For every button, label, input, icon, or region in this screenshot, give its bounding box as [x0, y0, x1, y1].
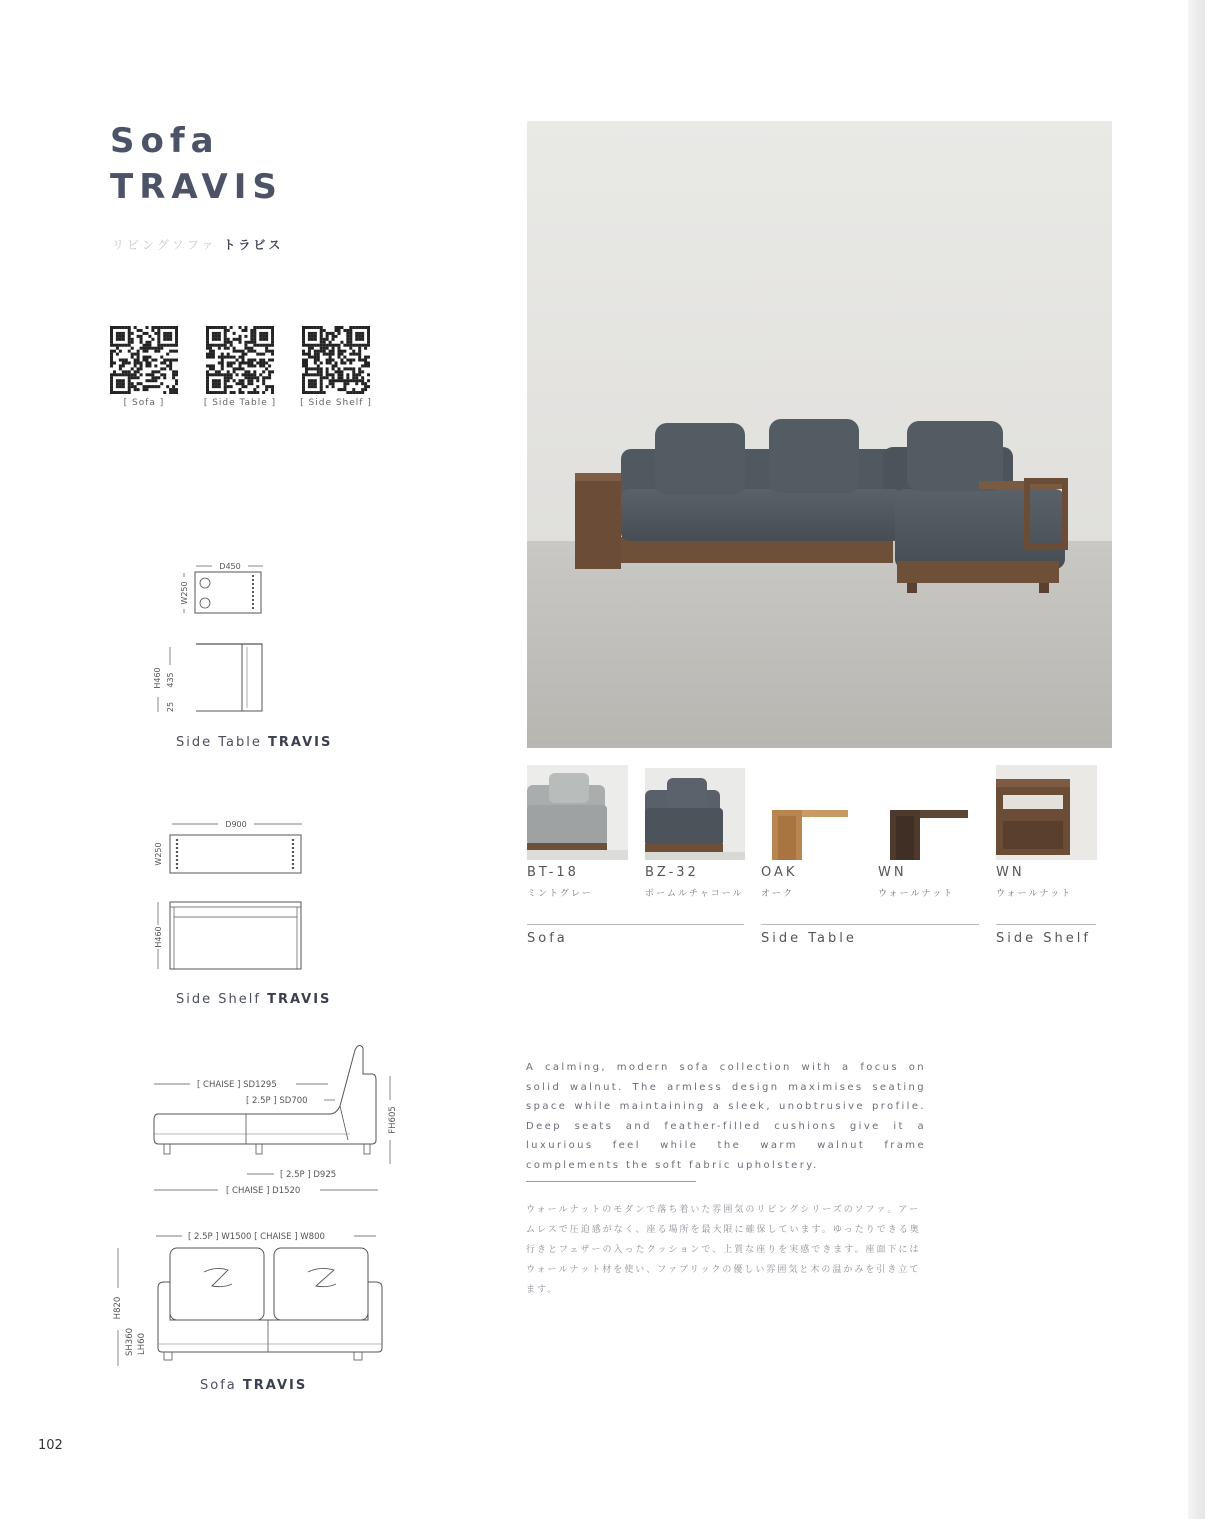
side-shelf-caption: Side Shelf TRAVIS	[176, 992, 332, 1007]
dim-chaise-sd: [ CHAISE ] SD1295	[197, 1080, 277, 1090]
page-title: Sofa TRAVIS	[110, 121, 283, 207]
dim-fh605: FH605	[388, 1106, 398, 1134]
qr-icon	[206, 326, 274, 394]
qr-code-sofa[interactable]	[110, 326, 178, 398]
dim-w250-shelf: W250	[154, 842, 163, 866]
swatch-image-bz-32[interactable]	[645, 768, 745, 860]
swatch-image-wn-table[interactable]	[878, 808, 970, 860]
description-japanese: ウォールナットのモダンで落ち着いた雰囲気のリビングシリーズのソファ。アームレスで圧迫感がなく、座る場所を最大限に確保しています。ゆったりできる奥行きとフェザーの入ったクッションで、上質な座りを実感できます。座面下にはウォールナット材を使い、ファブリックの優しい雰囲気と木の温かみを引き立てます。	[526, 1205, 921, 1295]
swatch-code-oak: OAK	[761, 865, 798, 880]
dim-h820: H820	[113, 1296, 123, 1320]
dim-2-5p-d: [ 2.5P ] D925	[280, 1170, 337, 1180]
side-table-caption: Side Table TRAVIS	[176, 735, 333, 750]
qr-code-side-shelf[interactable]	[302, 326, 370, 398]
swatch-name-bz-32: ボームルチャコール	[645, 889, 744, 899]
dim-2-5p-sd: [ 2.5P ] SD700	[246, 1096, 308, 1106]
dim-lh60: LH60	[137, 1333, 147, 1355]
category-rule-sofa	[527, 924, 744, 925]
dim-435: 435	[166, 672, 175, 688]
dim-d900: D900	[225, 820, 247, 829]
qr-icon	[110, 326, 178, 394]
sofa-side-dimension-drawing	[150, 1040, 410, 1200]
swatch-code-bt-18: BT-18	[527, 865, 579, 880]
dim-25: 25	[166, 701, 175, 713]
description-english: A calming, modern sofa collection with a focus on solid walnut. The armless design maximises seating space while maintaining a sleek, unobtrusive profile. Deep seats and feather-filled cushions give it a luxurious feel while the warm walnut frame complements the soft fabric upholstery.	[526, 1062, 926, 1171]
qr-code-side-table[interactable]	[206, 326, 274, 398]
side-table-dimension-drawing	[150, 555, 280, 720]
page-edge-shadow	[1188, 0, 1205, 1519]
qr-icon	[302, 326, 370, 394]
qr-label-sofa: [ Sofa ]	[123, 398, 165, 408]
dim-w250: W250	[180, 581, 189, 605]
qr-label-side-table: [ Side Table ]	[203, 398, 277, 408]
swatch-code-bz-32: BZ-32	[645, 865, 699, 880]
dim-chaise-d: [ CHAISE ] D1520	[226, 1186, 301, 1196]
page-number: 102	[38, 1438, 63, 1453]
swatch-name-wn-table: ウォールナット	[878, 889, 955, 899]
dim-front-width: [ 2.5P ] W1500 [ CHAISE ] W800	[188, 1232, 325, 1242]
category-rule-side-shelf	[996, 924, 1096, 925]
sofa-caption: Sofa TRAVIS	[200, 1378, 308, 1393]
category-label-side-table: Side Table	[761, 931, 857, 946]
dim-h460: H460	[153, 667, 162, 689]
swatch-name-oak: オーク	[761, 889, 795, 899]
swatch-image-wn-shelf[interactable]	[996, 765, 1097, 860]
sofa-product-photo	[527, 121, 1112, 748]
category-label-sofa: Sofa	[527, 931, 568, 946]
category-label-side-shelf: Side Shelf	[996, 931, 1091, 946]
category-rule-side-table	[761, 924, 979, 925]
swatch-name-wn-shelf: ウォールナット	[996, 889, 1073, 899]
swatch-name-bt-18: ミントグレー	[527, 889, 593, 899]
side-shelf-dimension-drawing	[150, 815, 310, 980]
japanese-subtitle	[112, 236, 283, 253]
swatch-code-wn-table: WN	[878, 865, 907, 880]
dim-sh360: SH360	[125, 1327, 135, 1357]
dim-d450: D450	[219, 562, 241, 571]
dim-h460-shelf: H460	[154, 926, 163, 948]
subtitle-bold: トラビス	[223, 238, 284, 252]
swatch-image-bt-18[interactable]	[527, 765, 628, 860]
description-divider	[526, 1181, 696, 1182]
swatch-code-wn-shelf: WN	[996, 865, 1025, 880]
subtitle-light: リビングソファ	[112, 238, 217, 252]
qr-label-side-shelf: [ Side Shelf ]	[300, 398, 372, 408]
swatch-image-oak[interactable]	[762, 800, 852, 860]
sofa-front-dimension-drawing	[108, 1226, 398, 1376]
